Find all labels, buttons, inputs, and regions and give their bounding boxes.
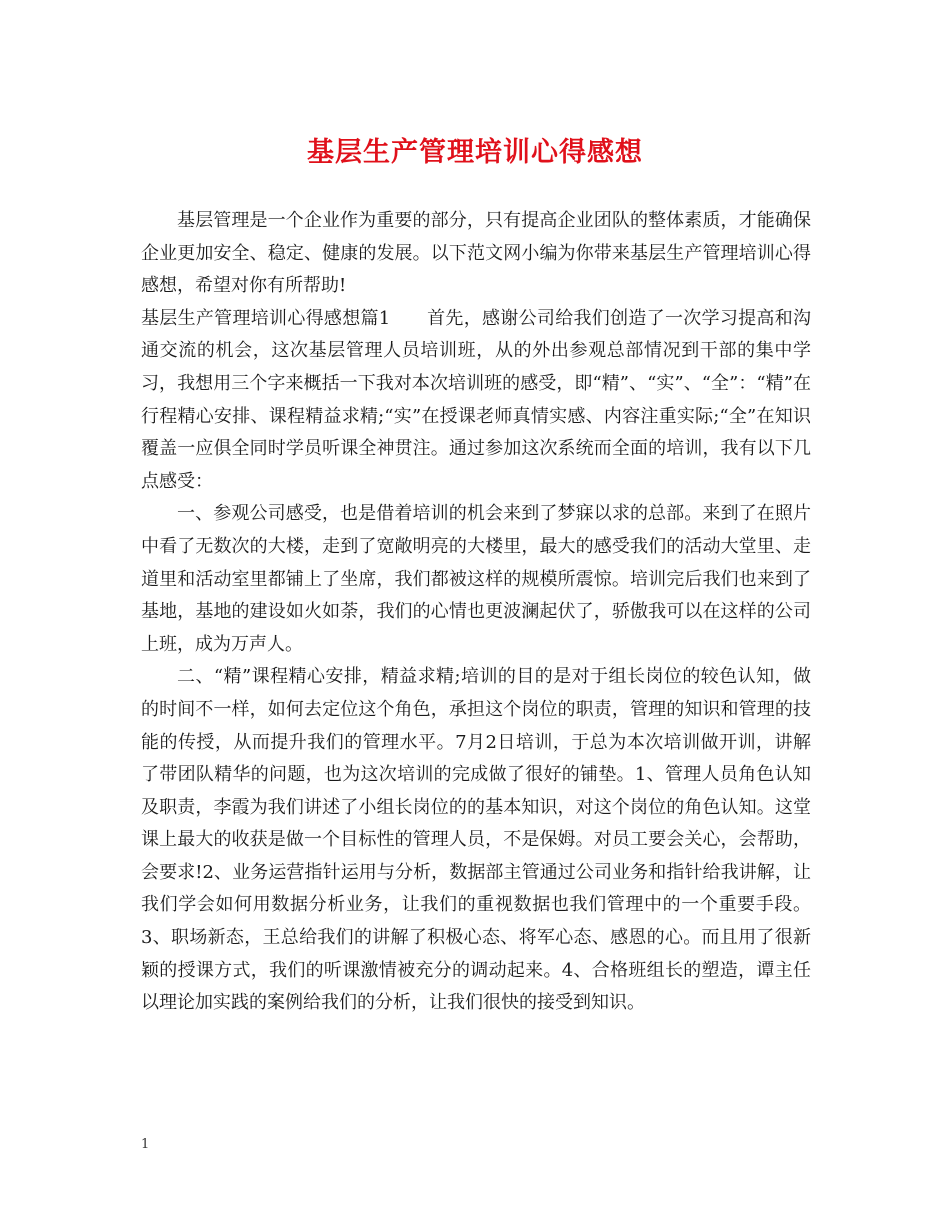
intro-paragraph: 基层管理是一个企业作为重要的部分，只有提高企业团队的整体素质，才能确保企业更加安全、稳定、健康的发展。以下范文网小编为你带来基层生产管理培训心得感想，希望对你有所帮助! <box>141 210 811 297</box>
point-1-paragraph: 一、参观公司感受，也是借着培训的机会来到了梦寐以求的总部。来到了在照片中看了无数次的大楼，走到了宽敞明亮的大楼里，最大的感受我们的活动大堂里、走道里和活动室里都铺上了坐席，我们都被这样的规模所震惊。培训完后我们也来到了基地，基地的建设如火如荼，我们的心情也更波澜起伏了，骄傲我可以在这样的公司上班，成为万声人。 <box>141 503 811 655</box>
document-body <box>141 205 811 1020</box>
page-number: 1 <box>141 1137 150 1152</box>
document-title: 基层生产管理培训心得感想 <box>307 137 643 168</box>
point-2-paragraph: 二、“精”课程精心安排，精益求精;培训的目的是对于组长岗位的较色认知，做的时间不一样，如何去定位这个角色，承担这个岗位的职责，管理的知识和管理的技能的传授，从而提升我们的管理水平。7月2日培训，于总为本次培训做开训，讲解了带团队精华的问题，也为这次培训的完成做了很好的铺垫。1、管理人员角色认知及职责，李霞为我们讲述了小组长岗位的的基本知识，对这个岗位的角色认知。这堂课上最大的收获是做一个目标性的管理人员，不是保姆。对员工要会关心，会帮助，会要求!2、业务运营指针运用与分析，数据部主管通过公司业务和指针给我讲解，让我们学会如何用数据分析业务，让我们的重视数据也我们管理中的一个重要手段。3、职场新态，王总给我们的讲解了积极心态、将军心态、感恩的心。而且用了很新颖的授课方式，我们的听课激情被充分的调动起来。4、合格班组长的塑造，谭主任以理论加实践的案例给我们的分析，让我们很快的接受到知识。 <box>141 666 811 1014</box>
section-1-paragraph: 基层生产管理培训心得感想篇1 首先，感谢公司给我们创造了一次学习提高和沟通交流的机会，这次基层管理人员培训班，从的外出参观总部情况到干部的集中学习，我想用三个字来概括一下我对本次培训班的感受，即“精”、“实”、“全”：“精”在行程精心安排、课程精益求精;“实”在授课老师真情实感、内容注重实际;“全”在知识覆盖一应俱全同时学员听课全神贯注。通过参加这次系统而全面的培训，我有以下几点感受： <box>141 307 811 492</box>
